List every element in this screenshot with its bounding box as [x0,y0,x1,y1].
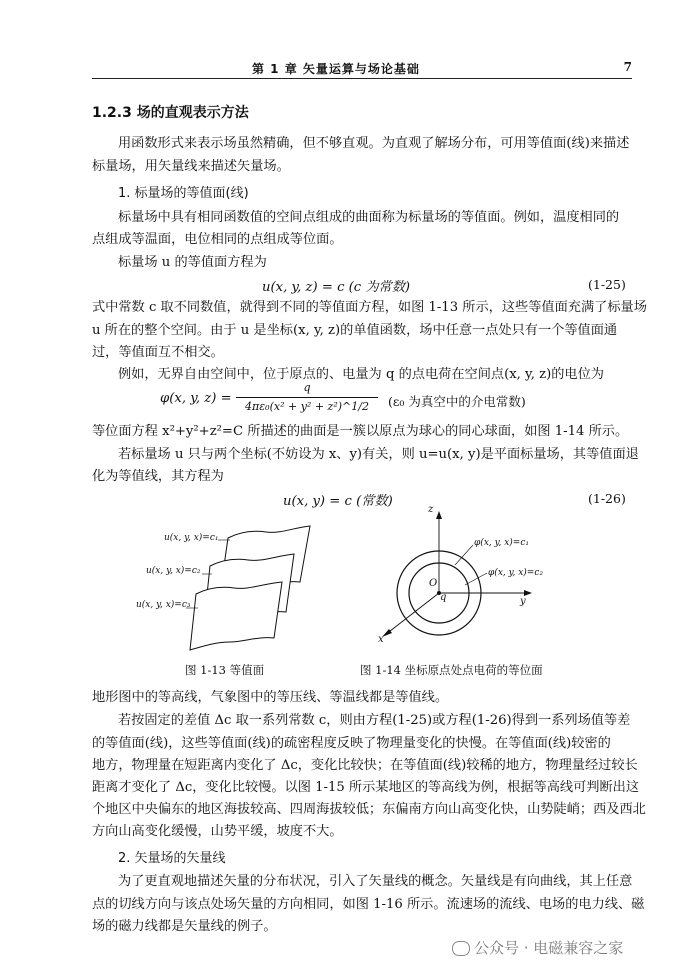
paragraph-line: 距离才变化了 Δc，变化比较慢。以图 1-15 所示某地区的等高线为例，根据等高线可判断出这 [92,780,640,795]
paragraph-line: 点组成等温面，电位相同的点组成等位面。 [92,232,343,247]
surface-label-c2: u(x, y, x)=c₂ [146,566,201,576]
paragraph-line: 过，等值面互不相交。 [92,345,224,360]
paragraph-line: 地方，物理量在短距离内变化了 Δc，变化比较快；在等值面(线)较稀的地方，物理量经过较长 [92,758,638,773]
subsection-heading: 1. 标量场的等值面(线) [118,186,249,201]
figure-caption: 图 1-14 坐标原点处点电荷的等位面 [360,663,543,677]
watermark-text: 公众号 · 电磁兼容之家 [474,939,624,957]
surface-c3 [190,582,282,650]
equation-note: (ε₀ 为真空中的介电常数) [388,394,526,409]
x-axis [385,593,439,635]
charge-label: q [440,592,447,603]
paragraph-line: 若按固定的差值 Δc 取一系列常数 c，则由方程(1-25)或方程(1-26)得到一系列场值等差 [118,713,631,728]
axis-label-x: x [378,634,384,645]
paragraph-line: 方向山高变化缓慢，山势平缓，坡度不大。 [92,824,343,839]
paragraph-line: 用函数形式来表示场虽然精确，但不够直观。为直观了解场分布，可用等值面(线)来描述 [118,136,630,151]
paragraph-line: 若标量场 u 只与两个坐标(不妨设为 x、y)有关，则 u=u(x, y)是平面标量场，其等值面退 [118,447,639,462]
paragraph-line: 例如，无界自由空间中，位于原点的、电量为 q 的点电荷在空间点(x, y, z)的电位为 [118,367,604,382]
subsection-heading: 2. 矢量场的矢量线 [118,851,226,866]
surface-label-c1: u(x, y, x)=c₁ [164,533,219,543]
paragraph-line: 式中常数 c 取不同数值，就得到不同的等值面方程，如图 1-13 所示，这些等值面充满了标量场 [92,300,647,315]
axis-label-y: y [520,596,526,607]
surface-label-c3: u(x, y, x)=c₃ [136,600,191,610]
paragraph-line: 场的磁力线都是矢量线的例子。 [92,919,277,934]
paragraph-line: 地形图中的等高线，气象图中的等压线、等温线都是等值线。 [92,690,449,705]
equipotential-label-c2: φ(x, y, x)=c₂ [488,568,543,578]
section-title: 1.2.3 场的直观表示方法 [92,105,249,121]
paragraph-line: 标量场中具有相同函数值的空间点组成的曲面称为标量场的等值面。例如，温度相同的 [118,210,620,225]
paragraph-line: 的等值面(线)，这些等值面(线)的疏密程度反映了物理量变化的快慢。在等值面(线)较密的 [92,736,611,751]
paragraph-line: u 所在的整个空间。由于 u 是坐标(x, y, z)的单值函数，场中任意一点处只有一个等值面通 [92,323,618,338]
equation-number: (1-26) [588,491,626,506]
paragraph-line: 标量场，用矢量线来描述矢量场。 [92,159,290,174]
paragraph-line: 个地区中央偏东的地区海拔较高、四周海拔较低；东偏南方向山高变化快，山势陡峭；西及西北 [92,802,646,817]
paragraph-line: 等位面方程 x²+y²+z²=C 所描述的曲面是一簇以原点为球心的同心球面，如图 1-14 所示。 [92,424,629,439]
fraction-bar [236,397,378,398]
equation-1-26: u(x, y) = c (常数) [283,494,393,509]
figure-caption: 图 1-13 等值面 [185,663,265,677]
paragraph-line: 标量场 u 的等值面方程为 [118,255,267,270]
equipotential-label-c1: φ(x, y, x)=c₁ [474,538,529,548]
paragraph-line: 为了更直观地描述矢量的分布状况，引入了矢量线的概念。矢量线是有向曲线，其上任意 [118,874,633,889]
equation-potential-lhs: φ(x, y, z) = [160,391,232,406]
figure-concentric-spheres [375,505,540,655]
fraction-numerator: q [303,381,311,394]
axis-label-z: z [428,504,434,515]
equation-1-25: u(x, y, z) = c (c 为常数) [262,280,411,295]
header-rule [92,78,632,79]
running-header [92,58,632,78]
equation-number: (1-25) [588,277,626,292]
paragraph-line: 化为等值线，其方程为 [92,469,224,484]
watermark [452,937,623,958]
paragraph-line: 点的切线方向与该点处场矢量的方向相同，如图 1-16 所示。流速场的流线、电场的电力线、磁 [92,897,645,912]
page-number: 7 [623,60,632,74]
origin-label: O [429,578,438,589]
wechat-icon [452,941,470,956]
chapter-title: 第 1 章 矢量运算与场论基础 [252,62,420,76]
z-arrow [436,511,442,519]
fraction-denominator: 4πε₀(x² + y² + z²)^1/2 [245,400,369,413]
